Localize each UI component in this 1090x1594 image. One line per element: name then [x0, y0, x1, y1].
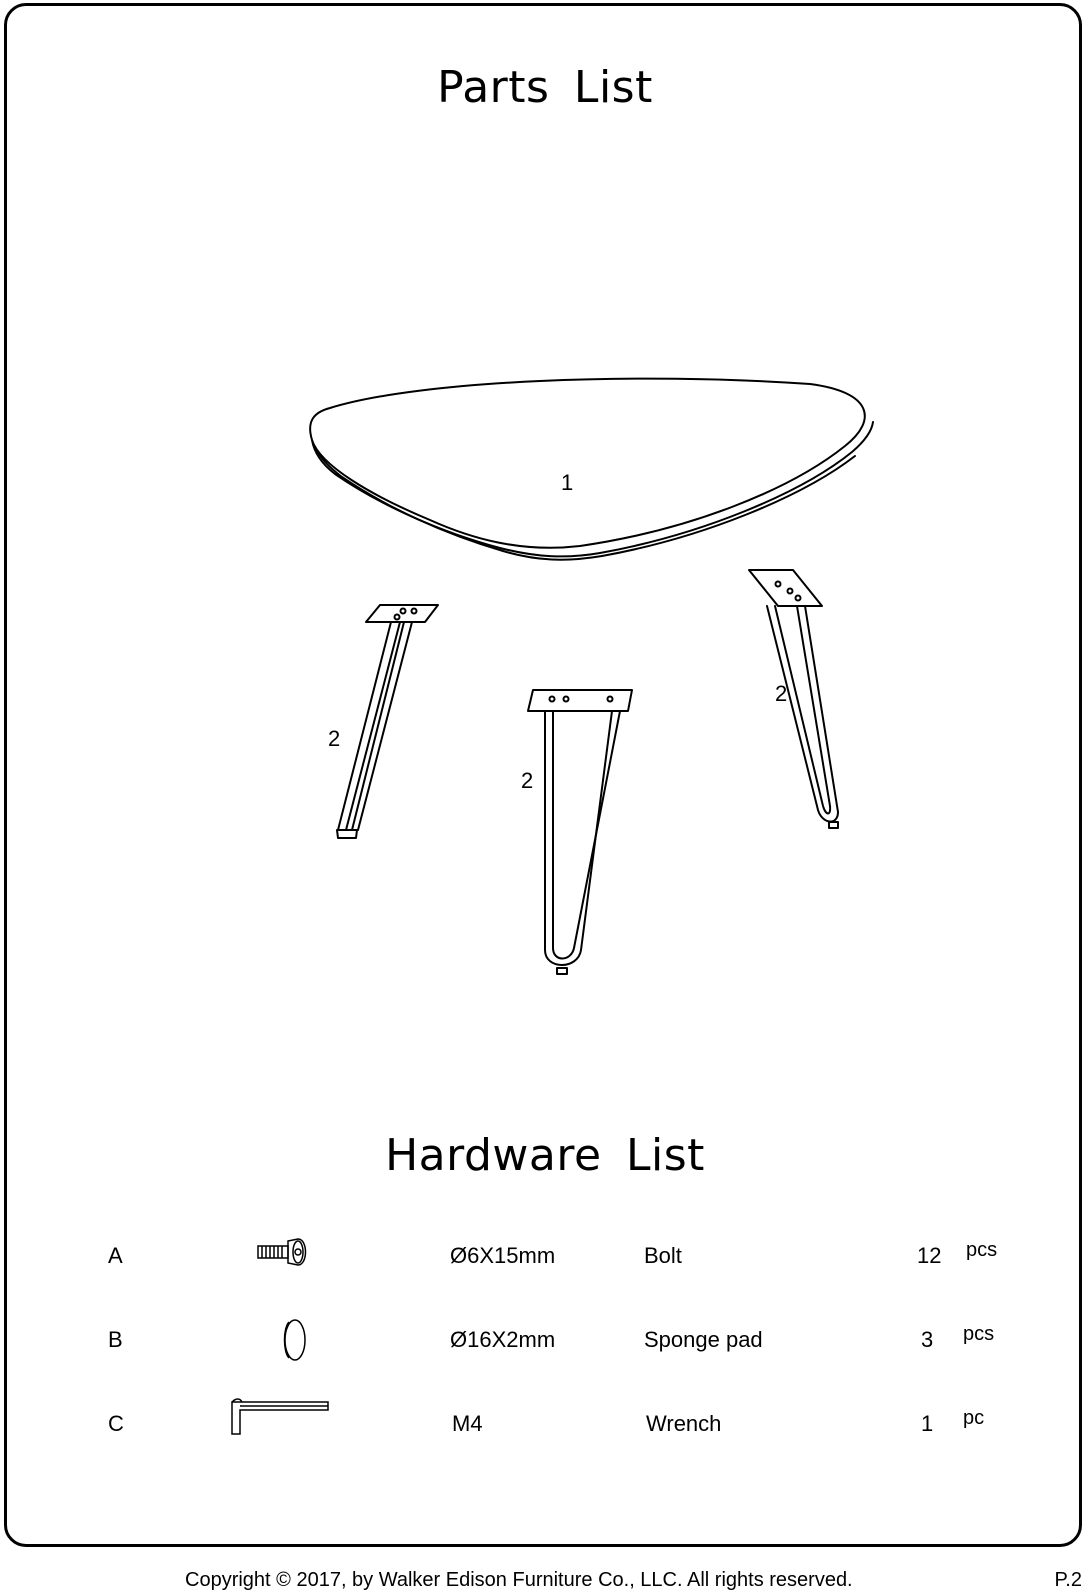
- hardware-unit: pcs: [963, 1323, 995, 1345]
- leg-left-drawing: [337, 605, 438, 838]
- callout-leg-center: 2: [521, 768, 534, 793]
- callout-table-top: 1: [561, 470, 574, 495]
- hardware-qty: 12: [917, 1243, 942, 1268]
- hardware-name: Sponge pad: [644, 1327, 763, 1352]
- hardware-letter: B: [108, 1327, 123, 1352]
- bolt-icon: [250, 1236, 310, 1270]
- hardware-unit: pcs: [966, 1239, 998, 1261]
- hardware-list-title: Hardware List: [385, 1130, 705, 1181]
- hardware-letter: A: [108, 1243, 123, 1268]
- table-top-drawing: [310, 379, 873, 560]
- callout-leg-left: 2: [328, 726, 341, 751]
- leg-right-drawing: [749, 570, 838, 828]
- hardware-unit: pc: [963, 1407, 985, 1429]
- hardware-name: Wrench: [646, 1411, 722, 1436]
- hardware-qty: 3: [921, 1327, 934, 1352]
- page-number: P.2: [1054, 1569, 1082, 1591]
- allen-wrench-icon: [228, 1396, 332, 1438]
- leg-center-drawing: [528, 690, 632, 974]
- callout-leg-right: 2: [775, 681, 788, 706]
- hardware-size: Ø6X15mm: [450, 1243, 556, 1268]
- hardware-qty: 1: [921, 1411, 934, 1436]
- hardware-size: Ø16X2mm: [450, 1327, 556, 1352]
- hardware-letter: C: [108, 1411, 124, 1436]
- sponge-pad-icon: [280, 1316, 310, 1364]
- hardware-size: M4: [452, 1411, 483, 1436]
- copyright-notice: Copyright © 2017, by Walker Edison Furniture Co., LLC. All rights reserved.: [185, 1569, 853, 1591]
- hardware-name: Bolt: [644, 1243, 682, 1268]
- parts-list-title: Parts List: [437, 62, 653, 113]
